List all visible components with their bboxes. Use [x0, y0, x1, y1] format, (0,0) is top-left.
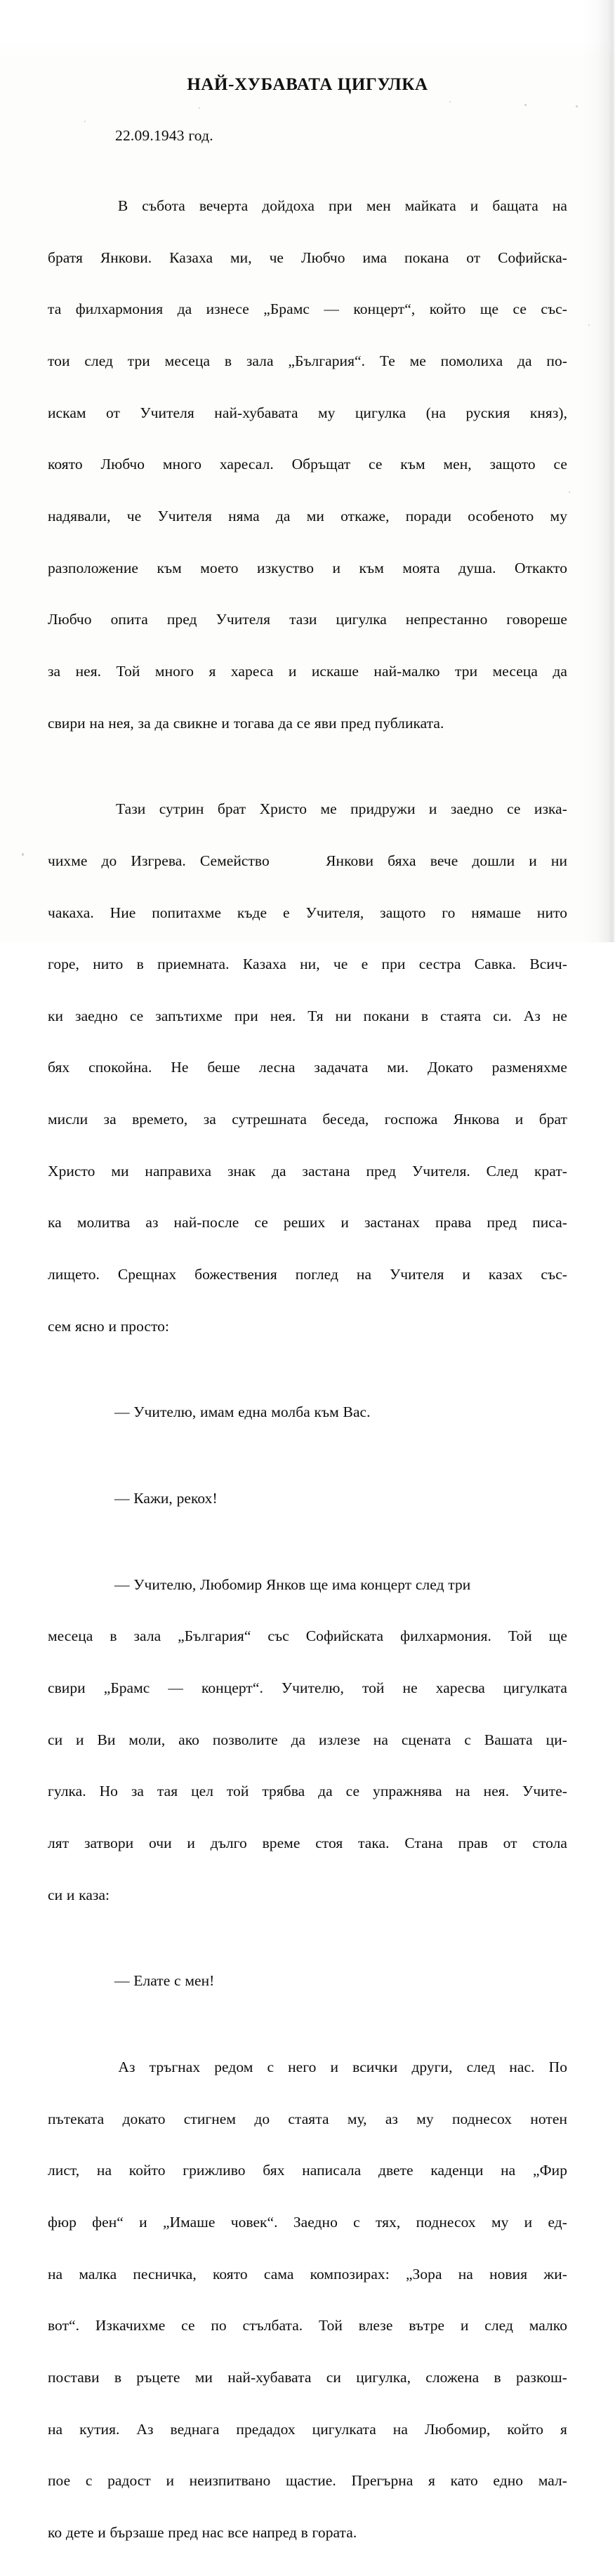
text-line: фюр фен“ и „Имаше човек“. Заедно с тях, поднесох му и ед- — [48, 2214, 567, 2231]
text-line: лят затвори очи и дълго време стоя така. Стана прав от стола — [48, 1835, 567, 1852]
text-line: ки заедно се запътихме при нея. Тя ни покани в стаята си. Аз не — [48, 1007, 567, 1024]
dialogue-text-line: — Учителю, имам една молба към Вас. — [114, 1403, 371, 1421]
paragraph-2 — [48, 766, 567, 1369]
text-line: постави в ръцете ми най-хубавата си цигулка, сложена в разкош- — [48, 2369, 567, 2386]
text-line: искам от Учителя най-хубавата му цигулка (на руския княз), — [48, 404, 567, 421]
dialogue-text-line: — Учителю, Любомир Янков ще има концерт след три — [114, 1576, 471, 1593]
text-line: братя Янкови. Казаха ми, че Любчо има покана от Софийска- — [48, 249, 567, 266]
paragraph-1 — [48, 163, 567, 766]
text-line: В събота вечерта дойдоха при мен майката и бащата на — [48, 197, 567, 215]
text-line: мисли за времето, за сутрешната беседа, госпожа Янкова и брат — [48, 1111, 567, 1128]
scan-right-edge-shadow — [583, 0, 615, 942]
text-line: на малка песничка, която сама композирах: „Зора на новия жи- — [48, 2265, 567, 2283]
text-line: вот“. Изкачихме се по стълбата. Той влезе вътре и след малко — [48, 2317, 567, 2334]
text-line: гулка. Но за тая цел той трябва да се упражнява на нея. Учите- — [48, 1783, 567, 1800]
text-line: Любчо опита пред Учителя тази цигулка непрестанно говореше — [48, 611, 567, 628]
text-line: лището. Срещнах божествения поглед на Учителя и казах със- — [48, 1266, 567, 1283]
text-line: Христо ми направиха знак да застана пред Учителя. След крат- — [48, 1162, 567, 1180]
text-line: пътеката докато стигнем до стаята му, аз му поднесох нотен — [48, 2110, 567, 2127]
dialogue-text-line: — Елате с мен! — [114, 1972, 215, 1990]
text-line: та филхармония да изнесе „Брамс — концерт“, който ще се със- — [48, 300, 567, 318]
scan-top-fade — [0, 0, 615, 62]
text-line: горе, нито в приемната. Казаха ни, че е при сестра Савка. Всич- — [48, 956, 567, 973]
text-line: на кутия. Аз веднага предадох цигулката на Любомир, който я — [48, 2420, 567, 2438]
text-line: си и каза: — [48, 1886, 110, 1903]
text-line: Тази сутрин брат Христо ме придружи и заедно се изка- — [48, 800, 567, 818]
text-line: свири на нея, за да свикне и тогава да се яви пред публиката. — [48, 714, 444, 732]
body-text — [48, 163, 567, 2576]
text-line: разположение към моето изкуство и към моята душа. Откакто — [48, 559, 567, 576]
text-line: лист, на който грижливо бях написала двете каденци на „Фир — [48, 2162, 567, 2179]
dialogue-2 — [48, 1455, 567, 1542]
text-line: надявали, че Учителя няма да ми откаже, поради особеното му — [48, 507, 567, 524]
text-line: сем ясно и просто: — [48, 1317, 169, 1335]
paragraph-3 — [48, 2024, 567, 2576]
dialogue-4 — [48, 1938, 567, 2024]
text-line: за нея. Той много я хареса и искаше най-малко три месеца да — [48, 662, 567, 680]
dialogue-3 — [48, 1542, 567, 1938]
entry-date: 22.09.1943 год. — [115, 127, 213, 144]
dialogue-text-line: — Кажи, рекох! — [114, 1490, 218, 1507]
page-title: НАЙ-ХУБАВАТА ЦИГУЛКА — [187, 75, 428, 94]
text-line: Аз тръгнах редом с него и всички други, след нас. По — [48, 2059, 567, 2076]
dialogue-1 — [48, 1369, 567, 1455]
text-line: месеца в зала „България“ със Софийската филхармония. Той ще — [48, 1627, 567, 1645]
text-line: ка молитва аз най-после се реших и застанах права пред писа- — [48, 1214, 567, 1231]
text-line: която Любчо много харесал. Обръщат се към мен, защото се — [48, 456, 567, 473]
text-line: си и Ви моли, ако позволите да излезе на сцената с Вашата ци- — [48, 1731, 567, 1748]
text-line: ко дете и бързаше пред нас все напред в гората. — [48, 2523, 357, 2541]
text-line: бях спокойна. Не беше лесна задачата ми. Докато разменяхме — [48, 1059, 567, 1076]
text-line: свири „Брамс — концерт“. Учителю, той не харесва цигулката — [48, 1679, 567, 1697]
text-line: тои след три месеца в зала „България“. Те ме помолиха да по- — [48, 352, 567, 370]
text-line: чихме до Изгрева. Семейство Янкови бяха вече дошли и ни — [48, 852, 567, 869]
text-line: пое с радост и неизпитвано щастие. Прегърна я като едно мал- — [48, 2472, 567, 2490]
text-line: чакаха. Ние попитахме къде е Учителя, защото го нямаше нито — [48, 904, 567, 921]
